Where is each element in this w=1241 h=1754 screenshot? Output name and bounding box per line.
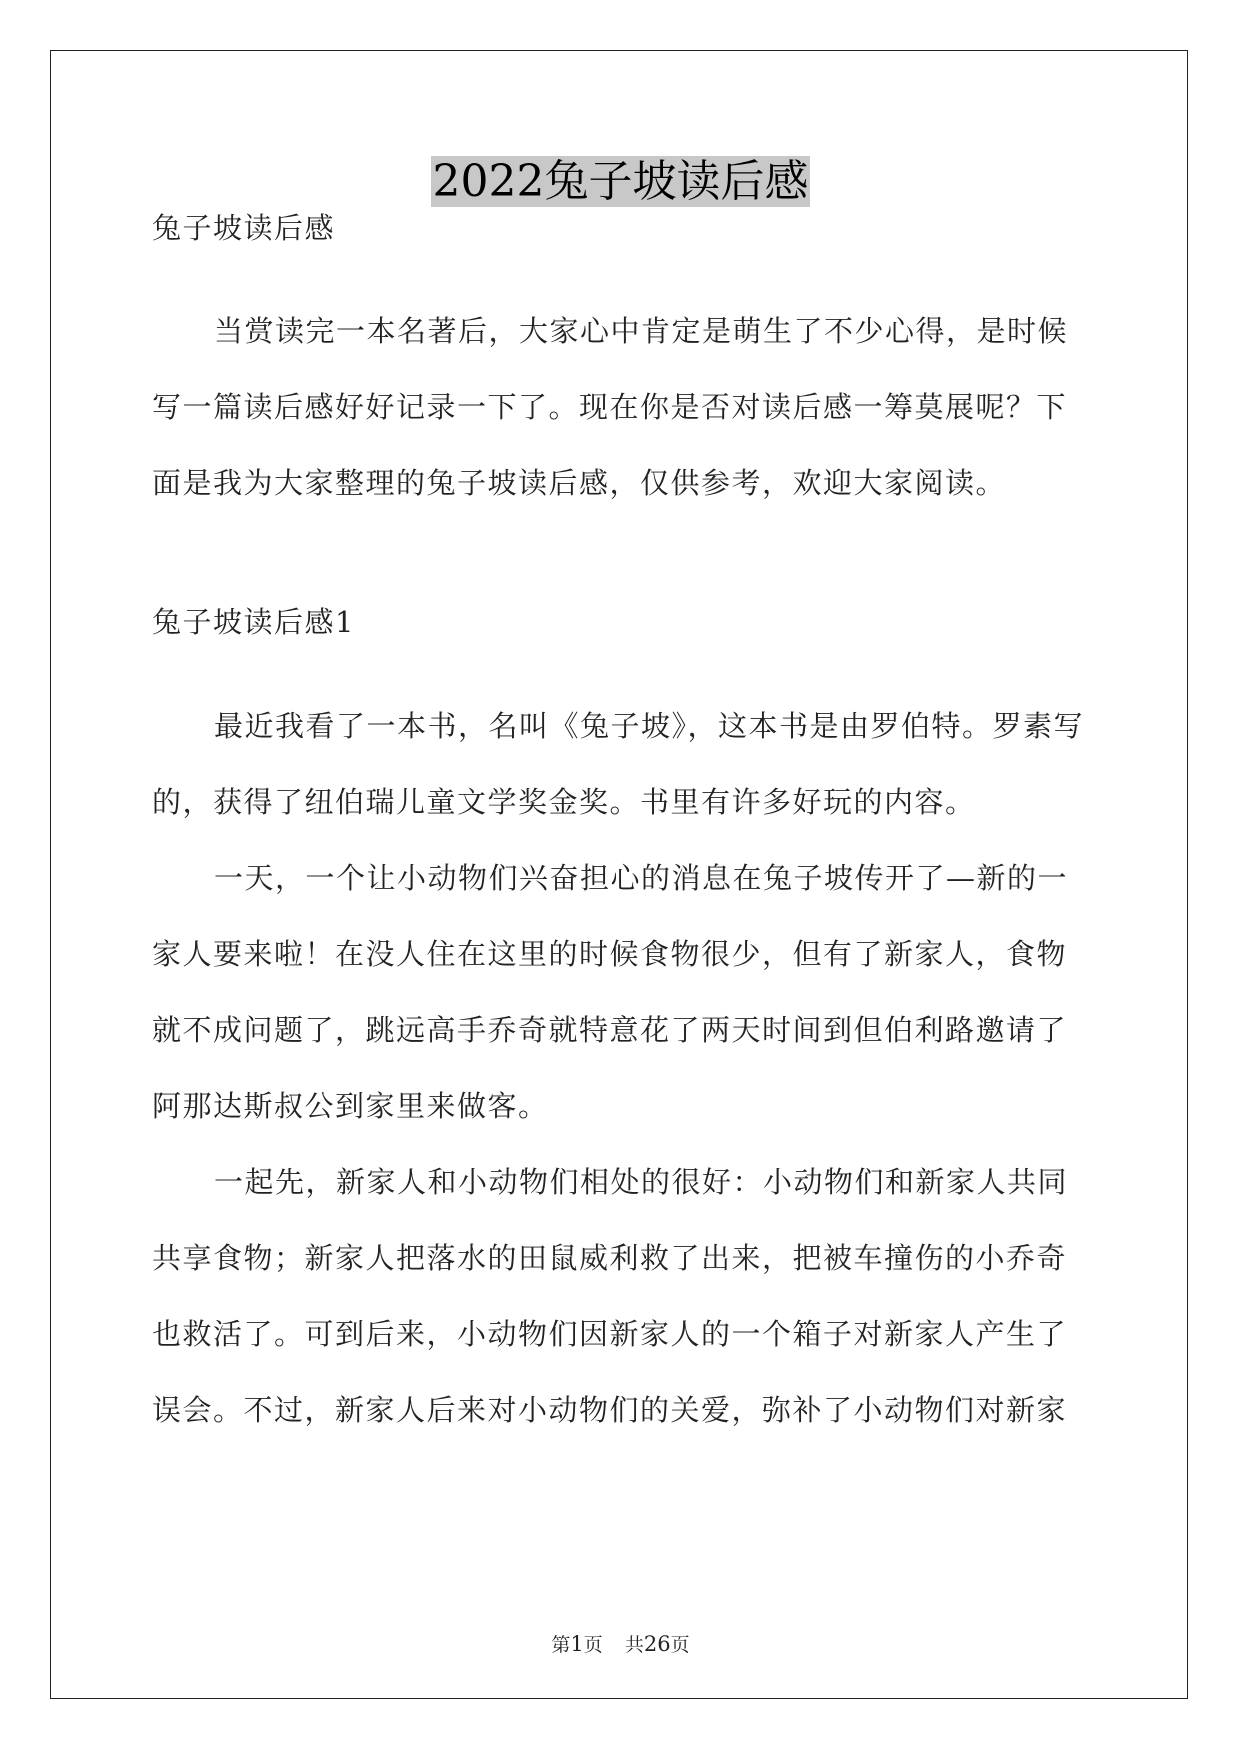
total-pages: 26: [643, 1632, 671, 1656]
document-body-top: [152, 208, 1090, 248]
document-title: [0, 150, 1241, 214]
paragraph: 一起先，新家人和小动物们相处的很好：小动物们和新家人共同共享食物；新家人把落水的田鼠威利救了出来，把被车撞伤的小乔奇也救活了。可到后来，小动物们因新家人的一个箱子对新家人产生了误会。不过，新家人后来对小动物们的关爱，弥补了小动物们对新家: [152, 1165, 1069, 1427]
intro-paragraph: 当赏读完一本名著后，大家心中肯定是萌生了不少心得，是时候写一篇读后感好好记录一下了。现在你是否对读后感一筹莫展呢？下面是我为大家整理的兔子坡读后感，仅供参考，欢迎大家阅读。: [152, 314, 1069, 500]
page-footer: [0, 1630, 1241, 1657]
total-prefix: 共: [624, 1634, 644, 1656]
page-suffix: 页: [583, 1634, 603, 1656]
section-heading-block: [152, 602, 1090, 642]
paragraph: 最近我看了一本书，名叫《兔子坡》，这本书是由罗伯特。罗素写的，获得了纽伯瑞儿童文学奖金奖。书里有许多好玩的内容。: [152, 709, 1085, 819]
intro-block: [152, 293, 1090, 521]
total-suffix: 页: [670, 1634, 690, 1656]
section-body: [152, 688, 1090, 1448]
paragraph: 一天，一个让小动物们兴奋担心的消息在兔子坡传开了—新的一家人要来啦！在没人住在这里的时候食物很少，但有了新家人，食物就不成问题了，跳远高手乔奇就特意花了两天时间到但伯利路邀请了阿那达斯叔公到家里来做客。: [152, 861, 1069, 1123]
document-title-text: 2022兔子坡读后感: [432, 156, 809, 207]
section-heading: 兔子坡读后感1: [152, 605, 355, 639]
document-subtitle: 兔子坡读后感: [152, 211, 336, 245]
page-number: 1: [570, 1632, 584, 1656]
page-prefix: 第: [551, 1634, 571, 1656]
